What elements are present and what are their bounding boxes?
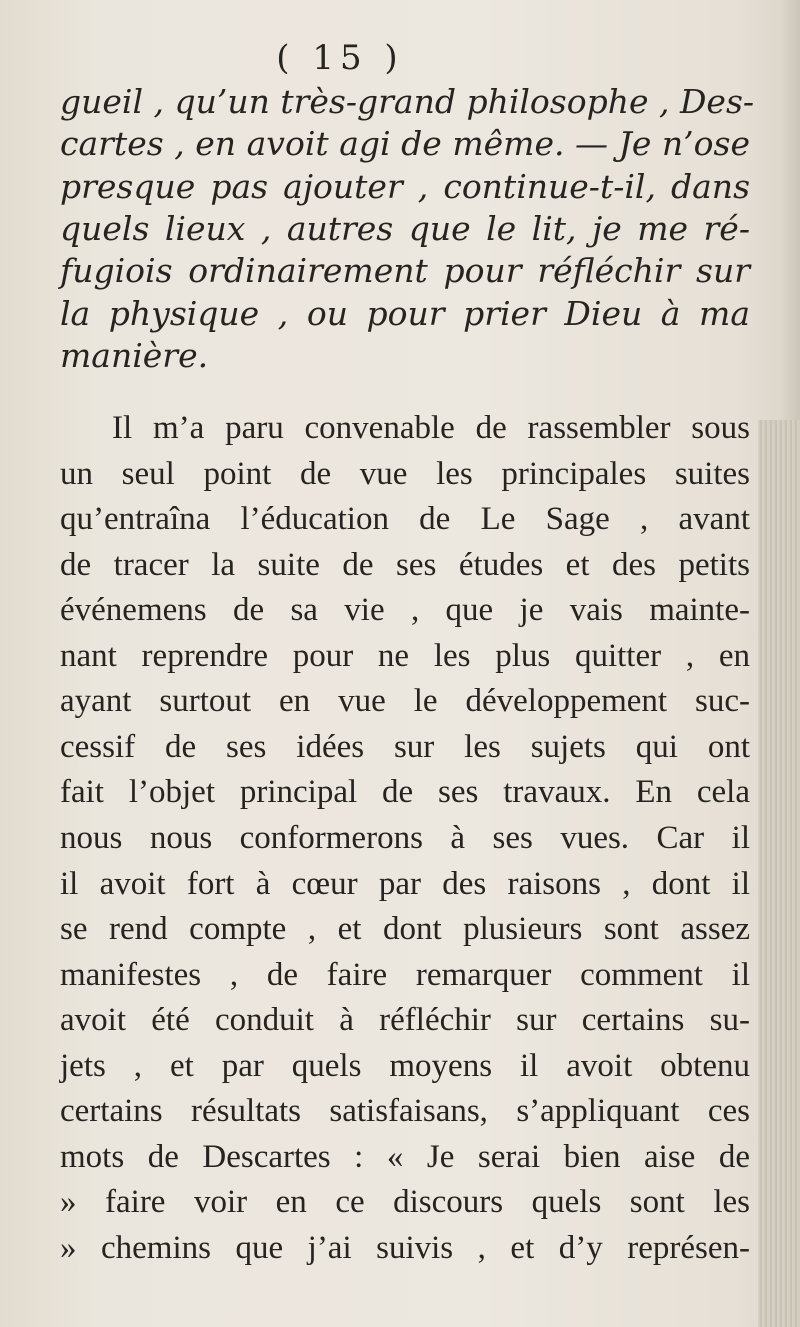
page-edge-stack [758, 420, 800, 1327]
text-line: nant reprendre pour ne les plus quitter , en [60, 638, 750, 674]
text-line: jets , et par quels moyens il avoit obtenu [60, 1048, 750, 1084]
text-line: qu’entraîna l’éducation de Le Sage , avant [60, 501, 750, 537]
text-line: cessif de ses idées sur les sujets qui ont [60, 729, 750, 765]
text-line: » chemins que j’ai suivis , et d’y représen- [60, 1230, 750, 1266]
text-line: se rend compte , et dont plusieurs sont assez [60, 911, 750, 947]
text-line: manière. [60, 336, 209, 375]
page-edge-shadow [780, 0, 800, 420]
text-line: fugiois ordinairement pour réfléchir sur [60, 251, 750, 290]
text-line: un seul point de vue les principales suites [60, 456, 750, 492]
text-line: il avoit fort à cœur par des raisons , dont il [60, 866, 750, 902]
text-line: presque pas ajouter , continue-t-il, dans [60, 167, 750, 206]
text-line: cartes , en avoit agi de même. — Je n’ose [60, 124, 750, 163]
text-line: de tracer la suite de ses études et des petits [60, 547, 750, 583]
page-number: ( 15 ) [276, 38, 404, 78]
text-line: certains résultats satisfaisans, s’appliquant ces [60, 1093, 750, 1129]
text-line: » faire voir en ce discours quels sont les [60, 1184, 750, 1220]
text-line: avoit été conduit à réfléchir sur certains su- [60, 1002, 750, 1038]
text-line: quels lieux , autres que le lit, je me ré- [60, 209, 750, 248]
text-line: la physique , ou pour prier Dieu à ma [60, 294, 750, 333]
text-line: manifestes , de faire remarquer comment il [60, 957, 750, 993]
text-line: ayant surtout en vue le développement suc- [60, 683, 750, 719]
text-line: fait l’objet principal de ses travaux. En cela [60, 774, 750, 810]
text-line: événemens de sa vie , que je vais mainte- [60, 592, 750, 628]
text-line: mots de Descartes : « Je serai bien aise de [60, 1139, 750, 1175]
paragraph-first-line: Il m’a paru convenable de rassembler sous [112, 410, 750, 446]
text-line: nous nous conformerons à ses vues. Car il [60, 820, 750, 856]
text-line: gueil , qu’un très-grand philosophe , Des- [60, 82, 755, 121]
